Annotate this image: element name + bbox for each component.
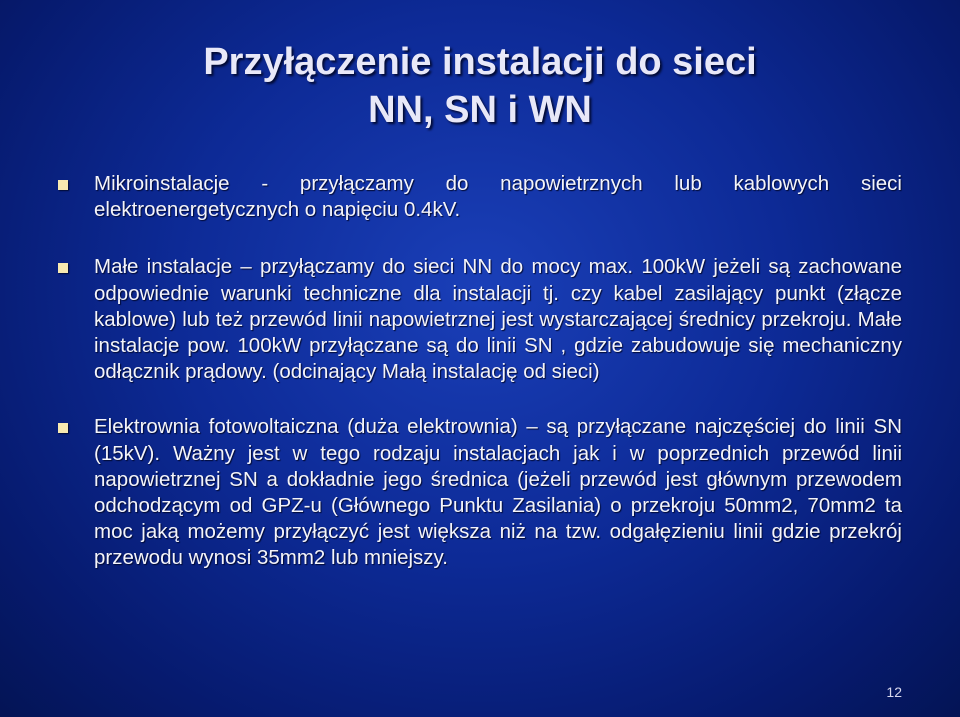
bullet-text: Małe instalacje – przyłączamy do sieci NN do mocy max. 100kW jeżeli są zachowane odpowiednie warunki techniczne dla instalacji tj. czy kabel zasilający punkt (złącze kablowe) lub też przewód linii napowietrznej jest wystarczającej średnicy przekroju. Małe instalacje pow. 100kW przyłączane są do linii SN , gdzie zabudowuje się mechaniczny odłącznik prądowy. (odcinający Małą instalację od sieci) (94, 255, 902, 384)
title-line-1: Przyłączenie instalacji do sieci (203, 41, 757, 83)
bullet-item-elektrownia (58, 414, 902, 571)
square-bullet-icon (58, 180, 68, 190)
page-number: 12 (886, 684, 902, 700)
bullet-text: Elektrownia fotowoltaiczna (duża elektrownia) – są przyłączane najczęściej do linii SN (15kV). Ważny jest w tego rodzaju instalacjach jak i w poprzednich przewód linii napowietrznej SN a dokładnie jego średnica (jeżeli przewód jest głównym przewodem odchodzącym od GPZ-u (Głównego Punktu Zasilania) o przekroju 50mm2, 70mm2 ta moc jaką możemy przyłączyć jest większa niż na tzw. odgałęzieniu linii gdzie przekrój przewodu wynosi 35mm2 lub mniejszy. (94, 415, 902, 570)
square-bullet-icon (58, 263, 68, 273)
title-line-2: NN, SN i WN (368, 89, 592, 131)
square-bullet-icon (58, 423, 68, 433)
bullet-text: Mikroinstalacje - przyłączamy do napowietrznych lub kablowych sieci elektroenergetycznych o napięciu 0.4kV. (94, 172, 902, 222)
bullet-item-male-instalacje (58, 254, 902, 385)
slide-title (0, 38, 960, 134)
bullet-list (58, 171, 902, 572)
bullet-item-mikroinstalacje (58, 171, 902, 223)
